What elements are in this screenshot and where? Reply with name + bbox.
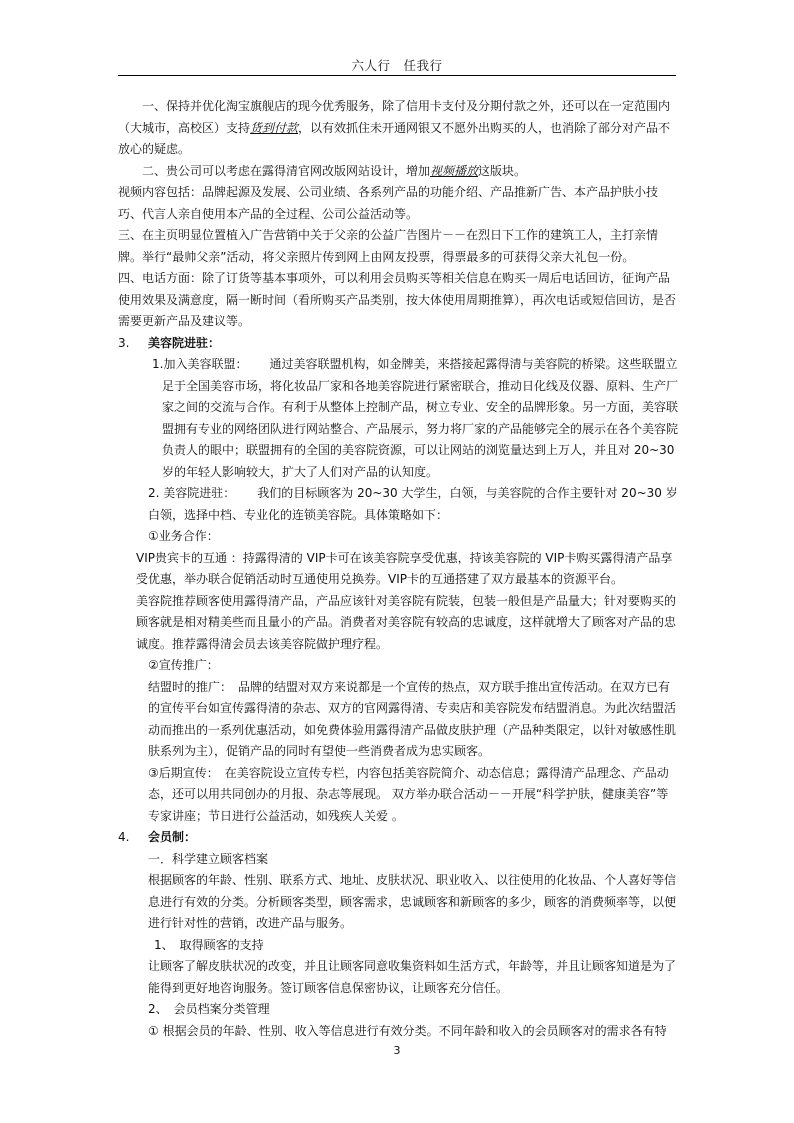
paragraph-recommend: 美容院推荐顾客使用露得清产品，产品应该针对美容院有院装，包装一般但是产品量大；针对要购买的顾客就是相对精美些而且量小的产品。消费者对美容院有较高的忠诚度，这样就增大了顾客对产品的忠诚度。推荐露得清会员去该美容院做护理疗程。 — [136, 593, 677, 651]
paragraph-customer-file: 根据顾客的年龄、性别、联系方式、地址、皮肤状况、职业收入、以往使用的化妆品、个人喜好等信息进行有效的分类。分析顾客类型，顾客需求，忠诚顾客和新顾客的多少，顾客的消费频率等，以便进行针对性的营销，改进产品与服务。 — [148, 873, 677, 930]
section-number: 4. — [118, 830, 130, 844]
subheading-customer-file: 一．科学建立顾客档案 — [148, 851, 269, 866]
emphasis-video: 视频播放 — [430, 163, 479, 178]
paragraph-taobao-service: 一、保持并优化淘宝旗舰店的现今优秀服务，除了信用卡支付及分期付款之外，还可以在一定范围内（大城市，高校区）支持货到付款，以有效抓住未开通网银又不愿外出购买的人，也消除了部分对产品不放心的疑虑。 — [118, 99, 671, 156]
paragraph-website-redesign: 二、贵公司可以考虑在露得清官网改版网站设计，增加视频播放这版块。 — [142, 163, 527, 178]
subheading-business: ①业务合作： — [148, 529, 219, 543]
page-header: 六人行 任我行 — [351, 58, 443, 73]
section-heading-membership — [118, 827, 678, 849]
paragraph-support: 让顾客了解皮肤状况的改变，并且让顾客同意收集资料如生活方式，年龄等，并且让顾客知道是为了能得到更好地咨询服务。签订顾客信息保密协议，让顾客充分信任。 — [148, 959, 677, 995]
header-rule — [118, 75, 676, 76]
page-number: 3 — [393, 1044, 401, 1057]
subheading-support: 1、 取得顾客的支持 — [154, 937, 264, 952]
subheading-promotion: ②宣传推广： — [148, 658, 219, 672]
subheading-classification: 2、 会员档案分类管理 — [148, 1002, 270, 1016]
paragraph-salon-entry: 2. 美容院进驻： 我们的目标顾客为 20~30 大学生，白领，与美容院的合作主要针对 20~30 岁白领，选择中档、专业化的连锁美容院。具体策略如下： — [148, 486, 678, 522]
paragraph-later-promo: ③后期宣传： 在美容院设立宣传专栏，内容包括美容院简介、动态信息；露得清产品理念、产品动态，还可以用共同创办的月报、杂志等展现。 双方举办联合活动－－开展“科学护肤，健康美容”等专家讲座；节日进行公益活动，如残疾人关爱 。 — [148, 765, 669, 823]
section-title: 会员制： — [148, 830, 197, 844]
paragraph-homepage-ad: 三、在主页明显位置植入广告营销中关于父亲的公益广告图片－－在烈日下工作的建筑工人，主打亲情牌。举行“最帅父亲”活动，将父亲照片传到网上由网友投票，得票最多的可获得父亲大礼包一份。 — [118, 228, 659, 264]
section-title: 美容院进驻： — [148, 335, 221, 350]
paragraph-video-content: 视频内容包括：品牌起源及发展、公司业绩、各系列产品的功能介绍、产品推新广告、本产品护肤小技巧、代言人亲自使用本产品的全过程、公司公益活动等。 — [118, 185, 659, 221]
section-heading-salon — [118, 333, 678, 355]
paragraph-salon-alliance: 1.加入美容联盟： 通过美容联盟机构，如金牌美，来搭接起露得清与美容院的桥梁。这些联盟立足于全国美容市场，将化妆品厂家和各地美容院进行紧密联合，推动日化线及仪器、原料、生产厂家之间的交流与合作。有利于从整体上控制产品，树立专业、安全的品牌形象。另一方面，美容联盟拥有专业的网络团队进行网站整合、产品展示，努力将厂家的产品能够完全的展示在各个美容院负责人的眼中；联盟拥有的全国的美容院资源，可以让网站的浏览量达到上万人，并且对 20~30 岁的年轻人影响较大，扩大了人们对产品的认知度。 — [152, 357, 679, 479]
page-body — [118, 96, 678, 1042]
section-number: 3. — [118, 335, 130, 350]
paragraph-classification: ① 根据会员的年龄、性别、收入等信息进行有效分类。不同年龄和收入的会员顾客对的需求各有特 — [148, 1023, 667, 1038]
paragraph-vip-card: VIP贵宾卡的互通 ：持露得清的 VIP卡可在该美容院享受优惠，持该美容院的 VIP卡购买露得清产品享受优惠，举办联合促销活动时互通使用兑换券。VIP卡的互通搭建了双方最基本的资源平台。 — [136, 550, 673, 586]
paragraph-alliance-promo: 结盟时的推广： 品牌的结盟对双方来说都是一个宣传的热点，双方联手推出宣传活动。在双方已有的宣传平台如宣传露得清的杂志、双方的官网露得清、专卖店和美容院发布结盟消息。为此次结盟活动而推出的一系列优惠活动，如免费体验用露得清产品做皮肤护理（产品种类限定，以针对敏感性肌肤系列为主），促销产品的同时有望使一些消费者成为忠实顾客。 — [148, 679, 677, 758]
paragraph-phone: 四、电话方面：除了订货等基本事项外，可以利用会员购买等相关信息在购买一周后电话回访，征询产品使用效果及满意度，隔一断时间（看所购买产品类别，按大体使用周期推算），再次电话或短信回访，是否需要更新产品及建议等。 — [118, 271, 677, 328]
emphasis-cod: 货到付款 — [250, 120, 299, 135]
